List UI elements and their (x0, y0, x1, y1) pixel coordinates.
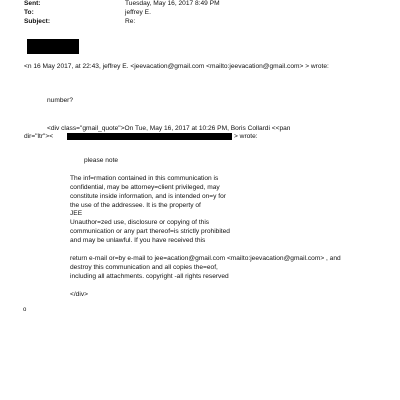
notice-line: confidential, may be attorney=client privileged, may (70, 184, 220, 191)
notice-line: constitute inside information, and is intended on=y for (70, 193, 226, 200)
quote-line-1: <div class="gmail_quote">On Tue, May 16, 2017 at 10:26 PM, Boris Collardi <<pan (47, 125, 291, 132)
notice-line: The inf=rmation contained in this communication is (70, 175, 219, 182)
please-note: please note (84, 157, 119, 164)
return-line: destroy this communication and all copies the=eof, (70, 264, 218, 271)
redaction-block (27, 39, 79, 54)
notice-line: the use of the addressee. It is the property of (70, 202, 201, 209)
bullet-marker: o (23, 307, 27, 313)
subject-label: Subject: (24, 18, 51, 25)
wrote-line: <n 16 May 2017, at 22:43, jeffrey E. <jeevacation@gmail.com <mailto:jeevacation@gmail.com> > wrote: (24, 63, 329, 70)
to-label: To: (24, 9, 34, 16)
quote-line-2-end: > wrote: (234, 133, 258, 140)
to-value: jeffrey E. (125, 9, 151, 16)
div-close: </div> (70, 291, 88, 298)
notice-line: and may be unlawful. If you have received this (70, 237, 206, 244)
notice-line: JEE (70, 210, 83, 217)
notice-line: Unauthor=zed use, disclosure or copying of this (70, 219, 210, 226)
sent-label: Sent: (24, 0, 41, 7)
redaction-bar (67, 133, 232, 140)
quote-line-2-start: dir="ltr">< (24, 133, 54, 140)
return-line: including all attachments. copyright -all rights reserved (70, 273, 229, 280)
number-line: number? (47, 97, 74, 104)
return-line: return e-mail or=by e-mail to jee=acation@gmail.com <mailto:jeevacation@gmail.com> , and (70, 255, 341, 262)
subject-value: Re: (125, 18, 136, 25)
sent-value: Tuesday, May 16, 2017 8:49 PM (125, 0, 220, 7)
notice-line: communication or any part thereof=is strictly prohibited (70, 228, 230, 235)
